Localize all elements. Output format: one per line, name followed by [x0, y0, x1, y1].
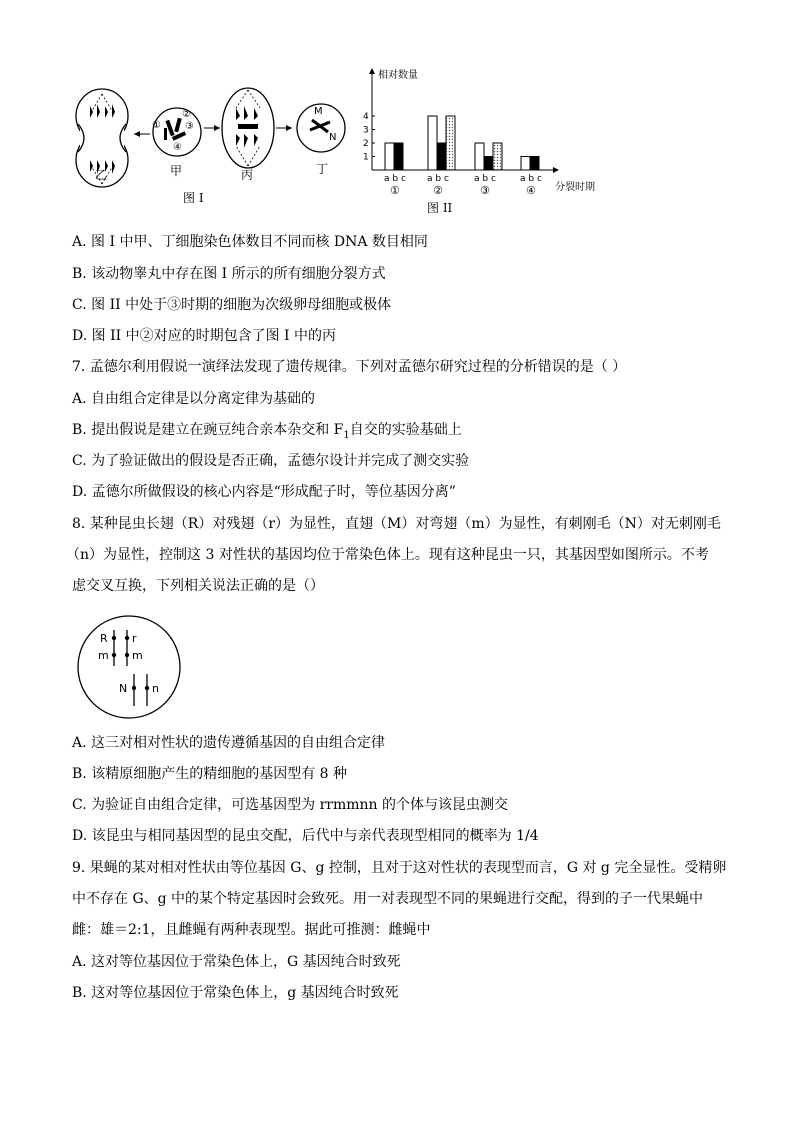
q9-option-b: B. 这对等位基因位于常染色体上，g 基因纯合时致死 — [72, 985, 399, 1001]
q8-stem-1: 8. 某种昆虫长翅（R）对残翅（r）为显性，直翅（M）对弯翅（m）为显性，有刺刚毛（N）对无刺刚毛 — [72, 516, 721, 532]
bar-a-4 — [521, 157, 530, 171]
allele-N: N — [119, 682, 128, 695]
q7-stem: 7. 孟德尔利用假说一演绎法发现了遗传规律。下列对孟德尔研究过程的分析错误的是（ ） — [72, 359, 627, 375]
allele-R: R — [100, 632, 108, 645]
cell-bing — [222, 88, 274, 168]
q8-genotype-cell — [74, 614, 184, 720]
group-label-1: ① — [390, 184, 400, 197]
q7-option-a: A. 自由组合定律是以分离定律为基础的 — [72, 391, 316, 407]
q9-stem-1: 9. 果蝇的某对相对性状由等位基因 G、g 控制，且对于这对性状的表现型而言，G 对 g 完全显性。受精卵 — [72, 860, 727, 876]
bar-letters-1: a b c — [384, 174, 406, 184]
q7-option-b-pre: B. 提出假说是建立在豌豆纯合亲本杂交和 F — [72, 422, 344, 438]
bar-c-2 — [446, 116, 455, 170]
allele-m-left: m — [98, 649, 109, 662]
bar-c-3 — [493, 143, 502, 170]
q9-stem-3: 雌：雄＝2:1，且雌蝇有两种表现型。据此可推测：雌蝇中 — [72, 922, 431, 938]
bar-a-1 — [385, 143, 394, 170]
bar-letters-2: a b c — [427, 174, 449, 184]
bar-letters-4: a b c — [520, 174, 542, 184]
figure-1-caption: 图 I — [183, 191, 204, 205]
q8-option-c: C. 为验证自由组合定律，可选基因型为 rrmmnn 的个体与该昆虫测交 — [72, 797, 508, 813]
ding-mark-m: M — [314, 106, 323, 117]
q7-option-b-sub: 1 — [343, 429, 350, 441]
q6-option-b: B. 该动物睾丸中存在图 I 所示的所有细胞分裂方式 — [72, 266, 386, 282]
figure-2-caption: 图 II — [427, 201, 453, 215]
allele-n: n — [152, 682, 159, 695]
allele-m-right: m — [132, 649, 143, 662]
cell-jia-name: 甲 — [170, 164, 183, 178]
figure-1 — [72, 84, 372, 204]
y-tick-label-1: 1 — [363, 152, 369, 163]
jia-mark-2: ② — [182, 109, 191, 120]
y-tick-label-4: 4 — [363, 112, 369, 122]
bar-b-4 — [530, 157, 539, 171]
y-axis-label: 相对数量 — [378, 70, 418, 81]
q9-option-a: A. 这对等位基因位于常染色体上，G 基因纯合时致死 — [72, 954, 401, 970]
group-label-2: ② — [433, 184, 443, 197]
bar-b-2 — [437, 143, 446, 170]
q6-option-d: D. 图 II 中②对应的时期包含了图 I 中的丙 — [72, 328, 337, 344]
q6-option-c: C. 图 II 中处于③时期的细胞为次级卵母细胞或极体 — [72, 297, 392, 313]
y-tick-label-2: 2 — [363, 139, 369, 149]
cell-yi-name: 乙 — [95, 168, 108, 182]
y-axis-arrow — [369, 68, 375, 74]
q8-stem-2: （n）为显性，控制这 3 对性状的基因均位于常染色体上。现有这种昆虫一只，其基因型如图所示。不考 — [66, 547, 709, 563]
q9-stem-2: 中不存在 G、g 中的某个特定基因时会致死。用一对表现型不同的果蝇进行交配，得到的子一代果蝇中 — [72, 891, 704, 907]
group-label-4: ④ — [526, 184, 536, 197]
y-tick-label-3: 3 — [363, 125, 369, 136]
bar-b-1 — [394, 143, 403, 170]
bar-a-2 — [428, 116, 437, 170]
bar-a-3 — [475, 143, 484, 170]
q7-option-d: D. 孟德尔所做假设的核心内容是“形成配子时，等位基因分离” — [72, 484, 456, 500]
bar-b-3 — [484, 157, 493, 171]
jia-mark-3: ③ — [185, 121, 194, 132]
q7-option-b — [72, 420, 462, 446]
q7-option-b-post: 自交的实验基础上 — [349, 422, 462, 438]
q8-stem-3: 虑交叉互换，下列相关说法正确的是（） — [72, 578, 324, 594]
q8-option-b: B. 该精原细胞产生的精细胞的基因型有 8 种 — [72, 766, 347, 782]
allele-r: r — [132, 632, 137, 645]
q8-option-d: D. 该昆虫与相同基因型的昆虫交配，后代中与亲代表现型相同的概率为 1/4 — [72, 828, 539, 844]
jia-mark-1: ① — [152, 120, 161, 131]
cell-bing-name: 丙 — [241, 168, 254, 182]
figure-2-chart — [352, 66, 614, 216]
cell-ding-name: 丁 — [316, 162, 329, 176]
x-axis-label: 分裂时期 — [555, 182, 595, 193]
q7-option-c: C. 为了验证做出的假设是否正确，孟德尔设计并完成了测交实验 — [72, 453, 470, 469]
jia-mark-4: ④ — [173, 142, 182, 153]
ding-mark-n: N — [329, 132, 337, 143]
q6-option-a: A. 图 I 中甲、丁细胞染色体数目不同而核 DNA 数目相同 — [72, 234, 428, 250]
x-axis-arrow — [553, 167, 559, 173]
bar-letters-3: a b c — [474, 174, 496, 184]
group-label-3: ③ — [480, 184, 490, 197]
q8-option-a: A. 这三对相对性状的遗传遵循基因的自由组合定律 — [72, 735, 386, 751]
